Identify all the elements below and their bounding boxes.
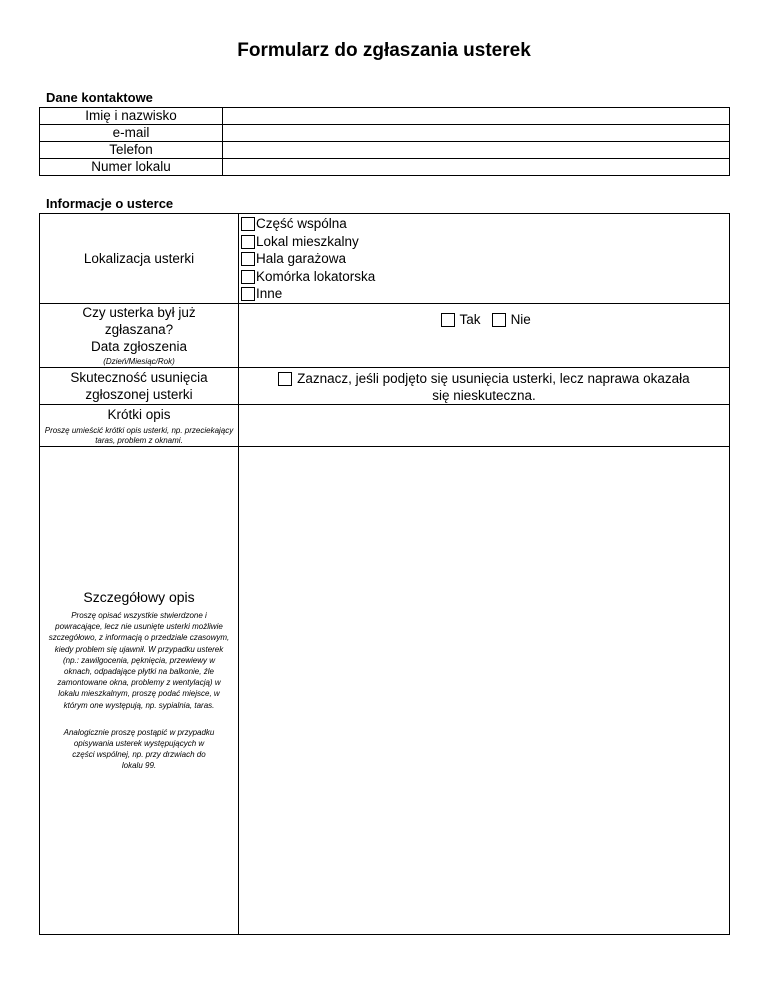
name-label: Imię i nazwisko xyxy=(40,108,223,125)
reported-no[interactable]: Nie xyxy=(492,312,531,327)
detail-hint: Proszę opisać wszystkie stwierdzone i powracające, lecz nie usunięte usterki możliwie szczegółowo, z informacją o przedziale czasowym, kiedy problem się ujawnił. W przypadku usterek (np.: zawilgocenia, pęknięcia, przewiewy w oknach, odpadające płytki na balkonie, źle zamontowane okna, problemy z wentylacją) w lokalu mieszkalnym, proszę podać miejsce, w którym one występują, np. sypialnia, taras. xyxy=(48,610,230,710)
short-label: Krótki opis xyxy=(107,406,171,422)
location-option-garage[interactable]: Hala garażowa xyxy=(241,250,729,268)
short-label-cell xyxy=(40,404,239,446)
email-field[interactable] xyxy=(223,125,730,142)
location-option-apartment[interactable]: Lokal mieszkalny xyxy=(241,233,729,251)
short-description-field[interactable] xyxy=(239,404,730,446)
checkbox[interactable] xyxy=(241,217,255,231)
location-option-common[interactable]: Część wspólna xyxy=(241,215,729,233)
checkbox[interactable] xyxy=(241,287,255,301)
date-hint: (Dzień/Miesiąc/Rok) xyxy=(103,356,175,366)
effectiveness-label-cell xyxy=(40,367,239,404)
detail-description-field[interactable] xyxy=(239,446,730,934)
checkbox[interactable] xyxy=(441,313,455,327)
contact-table xyxy=(39,107,730,176)
contact-section-label: Dane kontaktowe xyxy=(46,90,153,105)
location-label-cell xyxy=(40,214,239,304)
detail-hint-2: Analogicznie proszę postąpić w przypadku opisywania usterek występujących w części wspólnej, np. przy drzwiach do lokalu 99. xyxy=(63,727,215,771)
phone-field[interactable] xyxy=(223,142,730,159)
location-options xyxy=(239,214,730,304)
detail-label: Szczegółowy opis xyxy=(83,588,195,605)
effectiveness-label: Skuteczność usunięcia zgłoszonej usterki xyxy=(70,369,208,402)
checkbox[interactable] xyxy=(241,252,255,266)
phone-label: Telefon xyxy=(40,142,223,159)
defect-table xyxy=(39,213,730,935)
checkbox[interactable] xyxy=(492,313,506,327)
location-option-storage[interactable]: Komórka lokatorska xyxy=(241,268,729,286)
unit-label: Numer lokalu xyxy=(40,159,223,176)
checkbox[interactable] xyxy=(241,270,255,284)
name-field[interactable] xyxy=(223,108,730,125)
email-label: e-mail xyxy=(40,125,223,142)
unit-field[interactable] xyxy=(223,159,730,176)
form-title: Formularz do zgłaszania usterek xyxy=(237,40,531,61)
reported-options xyxy=(239,303,730,367)
effectiveness-text: Zaznacz, jeśli podjęto się usunięcia usterki, lecz naprawa okazała się nieskuteczna. xyxy=(297,370,690,403)
checkbox[interactable] xyxy=(241,235,255,249)
location-option-other[interactable]: Inne xyxy=(241,285,729,303)
location-label: Lokalizacja usterki xyxy=(83,250,195,266)
reported-label: Czy usterka był już zgłaszana? xyxy=(82,304,196,337)
defect-section-label: Informacje o usterce xyxy=(46,196,174,211)
checkbox[interactable] xyxy=(278,372,292,386)
reported-label-cell xyxy=(40,303,239,367)
date-label: Data zgłoszenia xyxy=(90,338,188,354)
reported-yes[interactable]: Tak xyxy=(441,312,481,327)
detail-label-cell xyxy=(40,446,239,934)
short-hint: Proszę umieścić krótki opis usterki, np. przeciekający taras, problem z oknami. xyxy=(44,425,234,445)
effectiveness-option[interactable] xyxy=(239,367,730,404)
